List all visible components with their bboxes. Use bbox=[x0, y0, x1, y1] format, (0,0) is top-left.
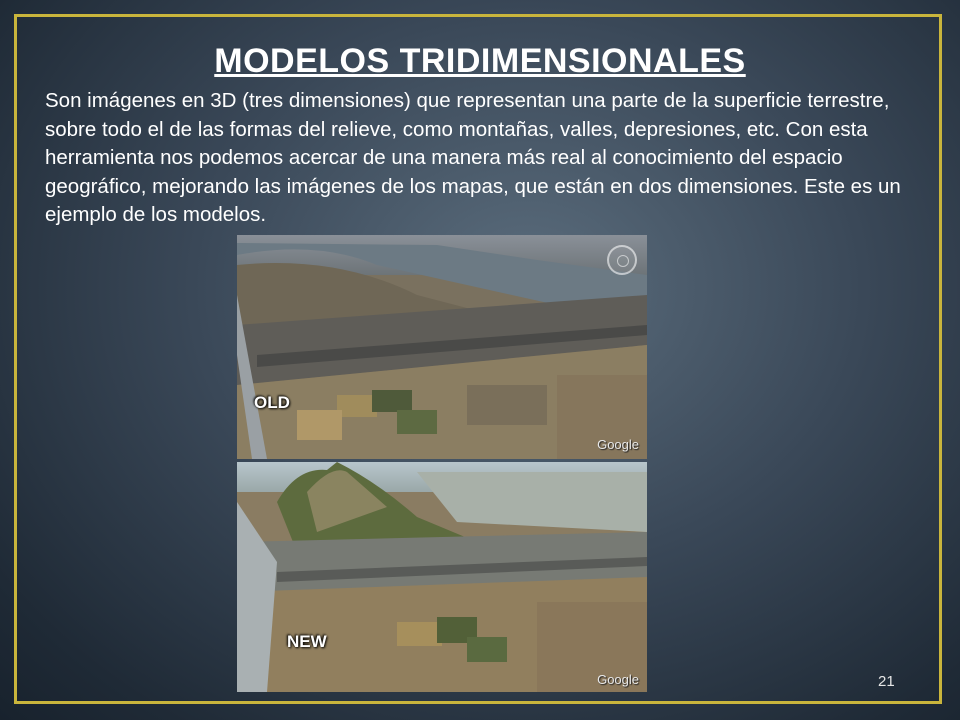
image-label-new: NEW bbox=[287, 632, 327, 651]
aerial-image-old bbox=[237, 235, 647, 459]
google-watermark-new: Google bbox=[597, 672, 639, 687]
page-number: 21 bbox=[878, 673, 895, 690]
google-watermark-old: Google bbox=[597, 437, 639, 452]
aerial-image-new bbox=[237, 462, 647, 692]
slide-body-text: Son imágenes en 3D (tres dimensiones) que representan una parte de la superficie terrestre, sobre todo el de las formas del relieve, como montañas, valles, depresiones, etc. Con esta herramienta nos podemos acercar de una manera más real al conocimiento del espacio geográfico, mejorando las imágenes de los mapas, que están en dos dimensiones. Este es un ejemplo de los modelos. bbox=[45, 89, 901, 227]
image-label-old: OLD bbox=[254, 393, 290, 412]
slide-title: MODELOS TRIDIMENSIONALES bbox=[214, 42, 746, 80]
compass-icon bbox=[607, 245, 637, 275]
